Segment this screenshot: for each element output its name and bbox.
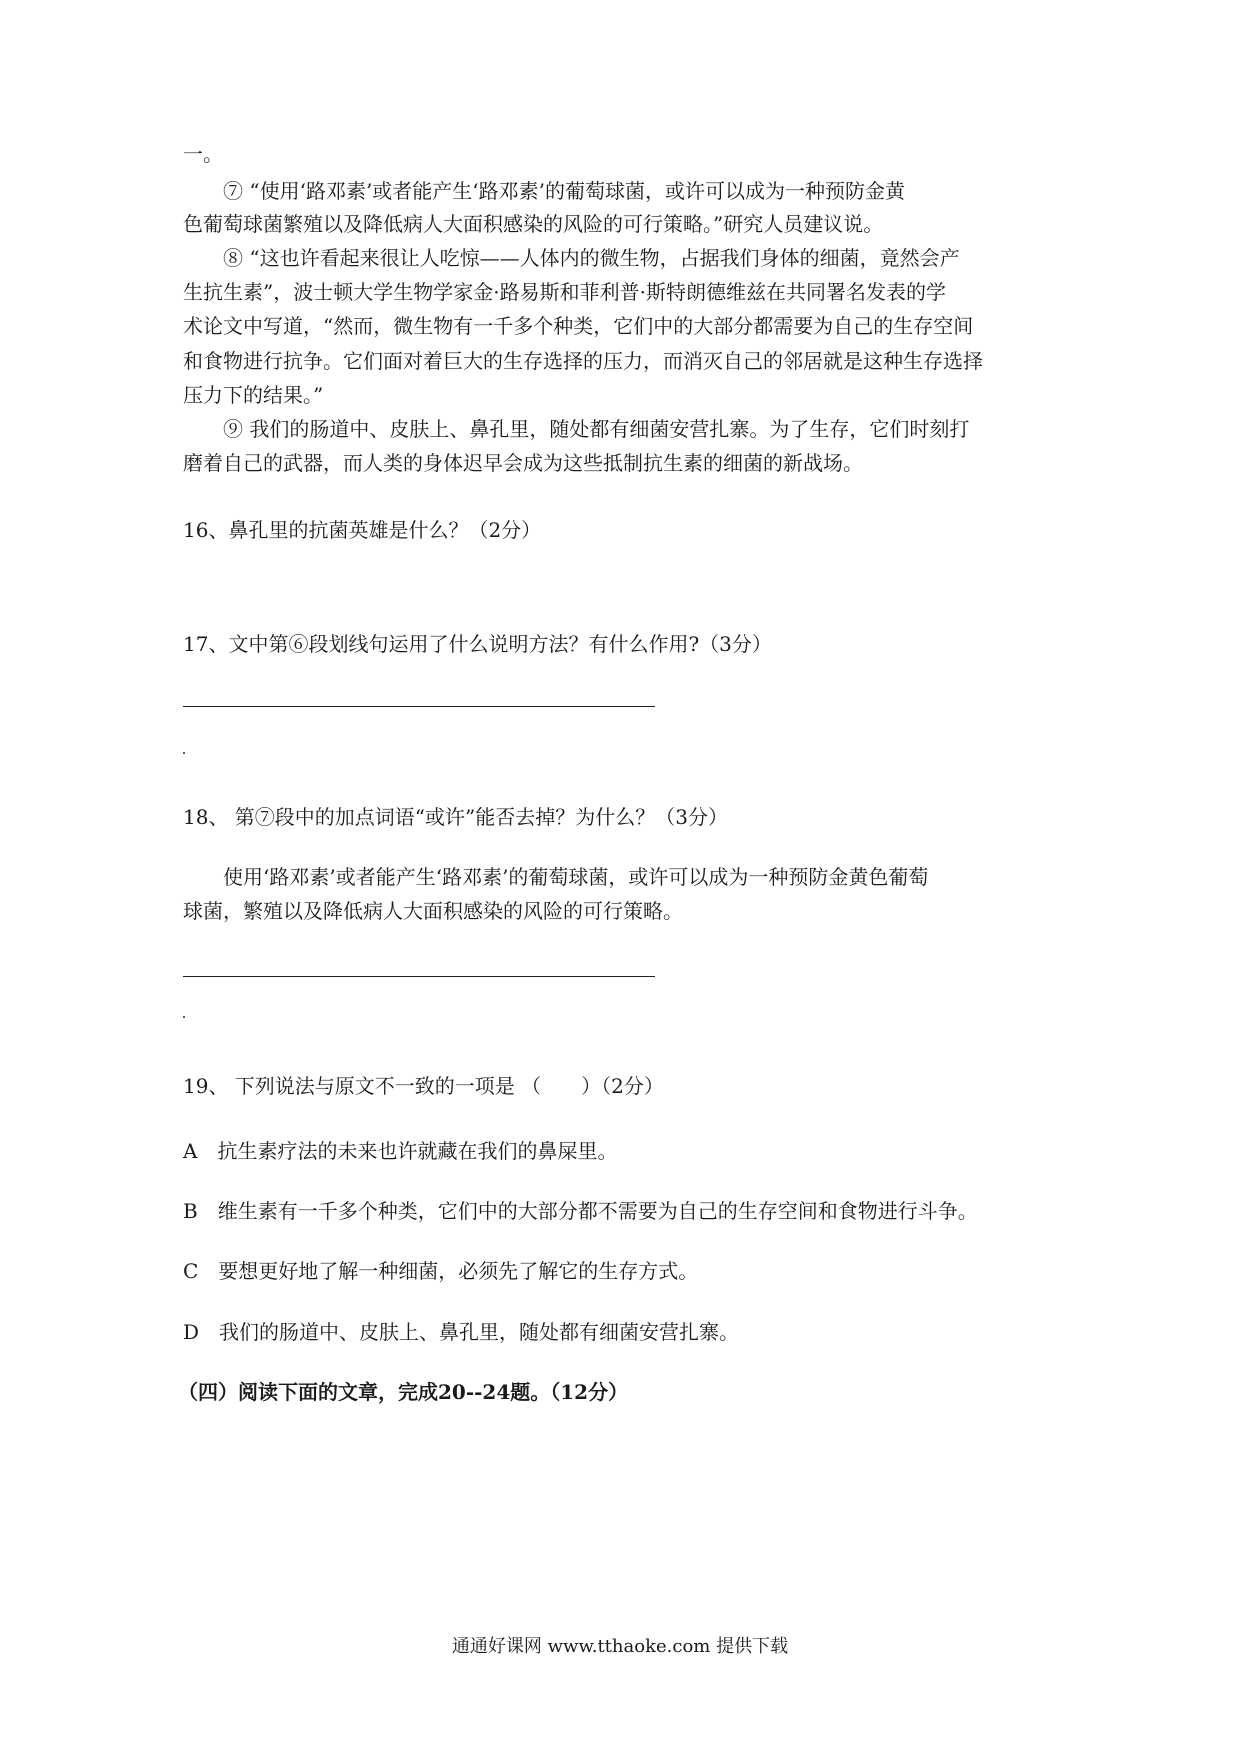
question-18-quote-line: 使用‘路邓素’或者能产生‘路邓素’的葡萄球菌，或许可以成为一种预防金黄色葡萄 <box>183 865 929 889</box>
option-b[interactable]: B 维生素有一千多个种类，它们中的大部分都不需要为自己的生存空间和食物进行斗争。 <box>183 1199 978 1223</box>
section-4-heading: （四）阅读下面的文章，完成20--24题。（12分） <box>178 1380 629 1404</box>
answer-line-18[interactable] <box>183 976 655 977</box>
question-18: 18、 第⑦段中的加点词语“或许”能否去掉？为什么？（3分） <box>183 805 728 829</box>
scan-dot <box>183 752 185 754</box>
scan-dot <box>183 1016 185 1018</box>
passage-line: ⑨ 我们的肠道中、皮肤上、鼻孔里，随处都有细菌安营扎寨。为了生存，它们时刻打 <box>183 417 970 441</box>
question-17: 17、文中第⑥段划线句运用了什么说明方法？有什么作用?（3分） <box>183 632 772 656</box>
passage-line: 和食物进行抗争。它们面对着巨大的生存选择的压力，而消灭自己的邻居就是这种生存选择 <box>183 349 983 373</box>
passage-line: ⑧ “这也许看起来很让人吃惊——人体内的微生物，占据我们身体的细菌，竟然会产 <box>183 246 960 270</box>
page-footer: 通通好课网 www.tthaoke.com 提供下载 <box>451 1636 789 1657</box>
passage-line: ⑦ “使用‘路邓素’或者能产生‘路邓素’的葡萄球菌，或许可以成为一种预防金黄 <box>183 179 906 203</box>
question-19: 19、 下列说法与原文不一致的一项是 （ ）（2分） <box>183 1074 664 1098</box>
question-18-quote-line: 球菌，繁殖以及降低病人大面积感染的风险的可行策略。 <box>183 899 683 923</box>
option-a[interactable]: A 抗生素疗法的未来也许就藏在我们的鼻屎里。 <box>183 1139 618 1163</box>
passage-line: 一。 <box>183 142 223 166</box>
option-d[interactable]: D 我们的肠道中、皮肤上、鼻孔里，随处都有细菌安营扎寨。 <box>183 1320 740 1344</box>
passage-line: 术论文中写道，“然而，微生物有一千多个种类，它们中的大部分都需要为自己的生存空间 <box>183 314 974 338</box>
passage-line: 色葡萄球菌繁殖以及降低病人大面积感染的风险的可行策略。”研究人员建议说。 <box>183 212 884 236</box>
answer-line-17[interactable] <box>183 706 655 707</box>
passage-line: 生抗生素”，波士顿大学生物学家金·路易斯和菲利普·斯特朗德维兹在共同署名发表的学 <box>183 280 946 304</box>
option-c[interactable]: C 要想更好地了解一种细菌，必须先了解它的生存方式。 <box>183 1259 699 1283</box>
passage-line: 磨着自己的武器，而人类的身体迟早会成为这些抵制抗生素的细菌的新战场。 <box>183 451 863 475</box>
question-16: 16、鼻孔里的抗菌英雄是什么？（2分） <box>183 518 542 542</box>
passage-line: 压力下的结果。” <box>183 383 324 407</box>
